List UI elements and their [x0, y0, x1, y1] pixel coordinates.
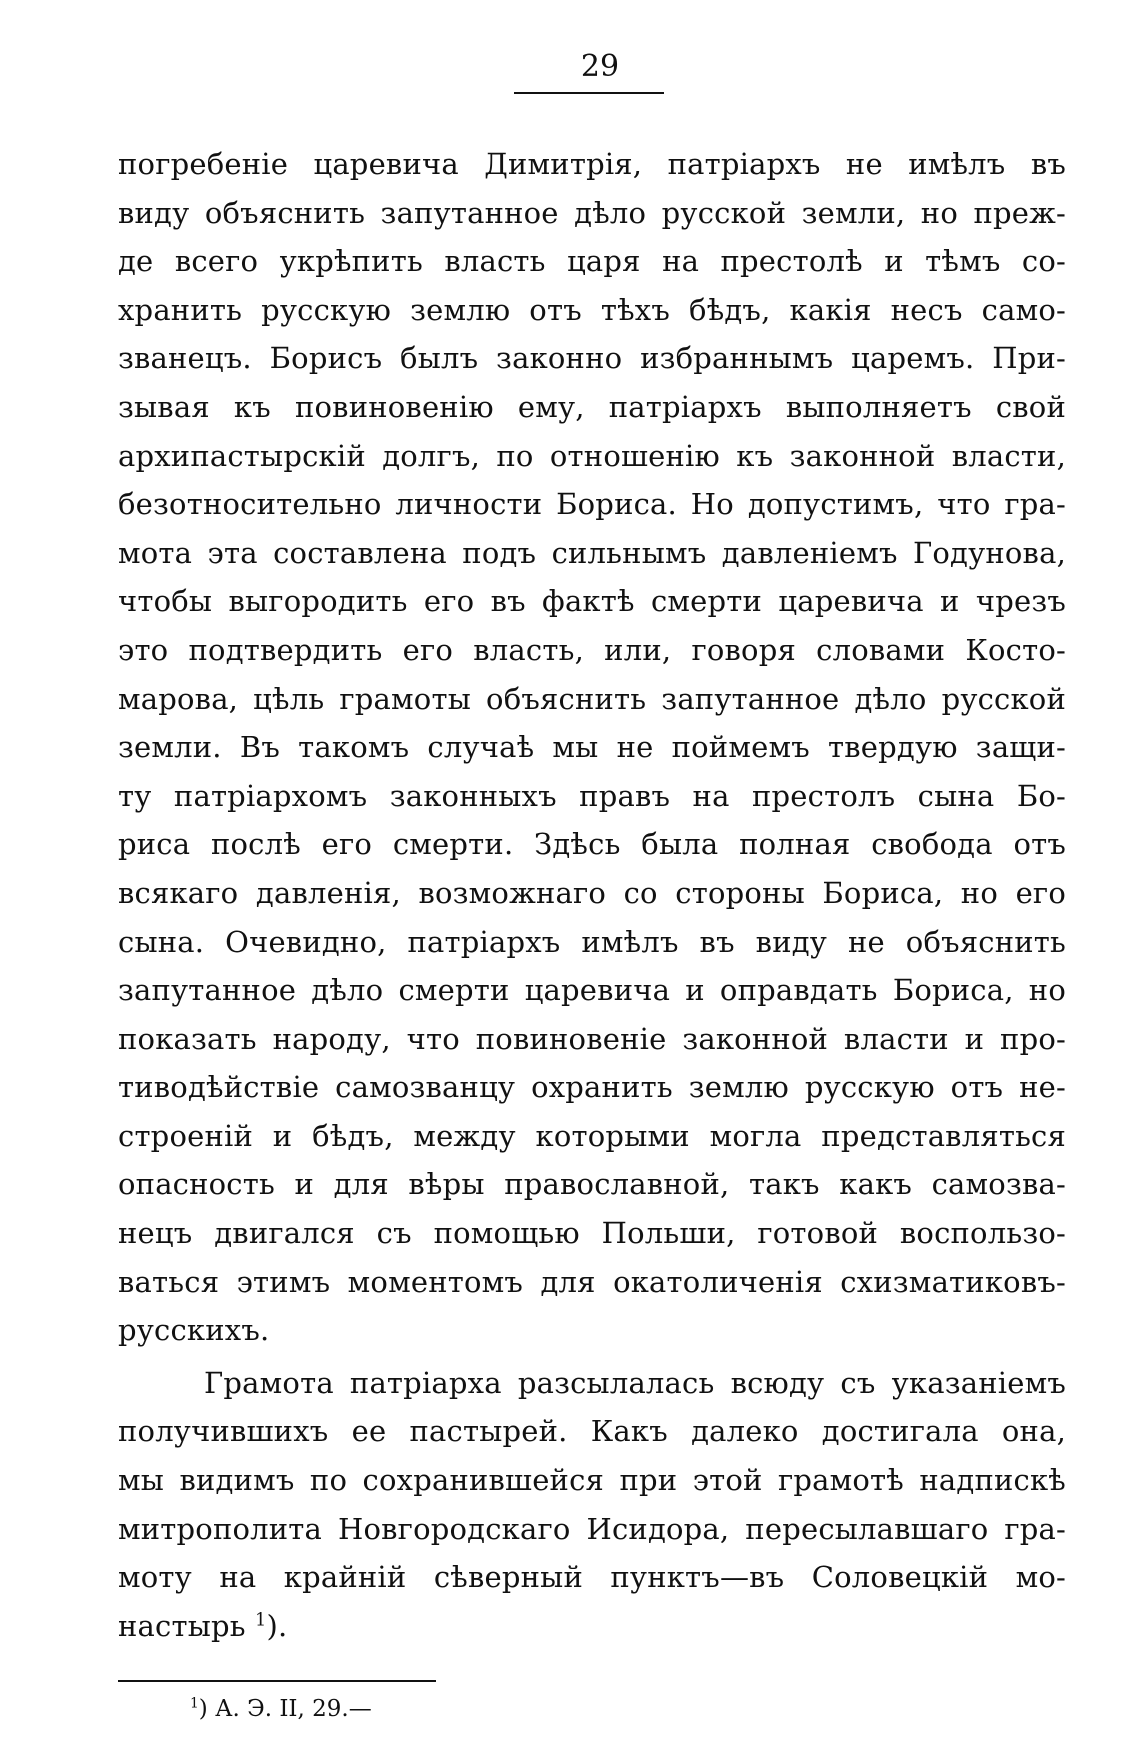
text-line: хранить русскую землю отъ тѣхъ бѣдъ, какія несъ само- — [118, 292, 1066, 327]
text-line: всякаго давленія, возможнаго со стороны Бориса, но его — [118, 875, 1066, 910]
text-line: моту на крайній сѣверный пунктъ—въ Соловецкій мо- — [118, 1560, 1066, 1595]
text-line: марова, цѣль грамоты объяснить запутанное дѣло русской — [118, 681, 1066, 716]
text-line: опасность и для вѣры православной, такъ какъ самозва- — [118, 1167, 1066, 1202]
final-line-text: настырь — [118, 1608, 246, 1643]
text-line: это подтвердить его власть, или, говоря словами Косто- — [118, 632, 1066, 667]
page-number-rule — [514, 92, 664, 94]
footnote-marker: 1 — [190, 1695, 199, 1712]
text-line: митрополита Новгородскаго Исидора, пересылавшаго гра- — [118, 1511, 1066, 1546]
page-number: 29 — [580, 49, 620, 84]
text-line: нецъ двигался съ помощью Польши, готовой воспользо- — [118, 1216, 1066, 1251]
text-line: Грамота патріарха разсылалась всюду съ указаніемъ — [204, 1365, 1066, 1400]
text-line: показать народу, что повиновеніе законной власти и про- — [118, 1021, 1066, 1056]
footnote-text: ) А. Э. II, 29.— — [198, 1696, 372, 1722]
text-line-final — [118, 1602, 1066, 1651]
text-line: мота эта составлена подъ сильнымъ давленіемъ Годунова, — [118, 535, 1066, 570]
text-line: архипастырскій долгъ, по отношенію къ законной власти, — [118, 438, 1066, 473]
text-line: погребеніе царевича Димитрія, патріархъ не имѣлъ въ — [118, 147, 1066, 181]
text-line: чтобы выгородить его въ фактѣ смерти царевича и чрезъ — [118, 584, 1066, 619]
closing-punctuation: ). — [266, 1608, 288, 1643]
body-text — [118, 140, 1066, 1650]
text-line: строеній и бѣдъ, между которыми могла представляться — [118, 1118, 1066, 1153]
text-line: земли. Въ такомъ случаѣ мы не поймемъ твердую защи- — [118, 730, 1066, 765]
text-line: званецъ. Борисъ былъ законно избраннымъ царемъ. При- — [118, 341, 1066, 376]
paragraph-1 — [118, 140, 1066, 1355]
text-line: запутанное дѣло смерти царевича и оправдать Бориса, но — [118, 973, 1066, 1008]
text-line: ваться этимъ моментомъ для окатоличенія схизматиковъ- — [118, 1264, 1066, 1299]
text-line: русскихъ. — [118, 1313, 270, 1348]
text-line: получившихъ ее пастырей. Какъ далеко достигала она, — [118, 1414, 1066, 1449]
footnote — [190, 1694, 372, 1724]
text-line: ту патріархомъ законныхъ правъ на престолъ сына Бо- — [118, 778, 1066, 813]
text-line: зывая къ повиновенію ему, патріархъ выполняетъ свой — [118, 389, 1066, 424]
text-line: тиводѣйствіе самозванцу охранить землю русскую отъ не- — [118, 1070, 1066, 1105]
footnote-reference[interactable]: 1 — [255, 1610, 267, 1631]
footnote-rule — [118, 1680, 436, 1682]
paragraph-2 — [118, 1359, 1066, 1651]
text-line: де всего укрѣпить власть царя на престолѣ и тѣмъ со- — [118, 244, 1066, 279]
text-line: мы видимъ по сохранившейся при этой грамотѣ надпискѣ — [118, 1463, 1066, 1498]
text-line: сына. Очевидно, патріархъ имѣлъ въ виду не объяснить — [118, 924, 1066, 959]
text-line: безотносительно личности Бориса. Но допустимъ, что гра- — [118, 487, 1066, 522]
text-line: риса послѣ его смерти. Здѣсь была полная свобода отъ — [118, 827, 1066, 862]
text-line: виду объяснить запутанное дѣло русской земли, но преж- — [118, 195, 1066, 230]
